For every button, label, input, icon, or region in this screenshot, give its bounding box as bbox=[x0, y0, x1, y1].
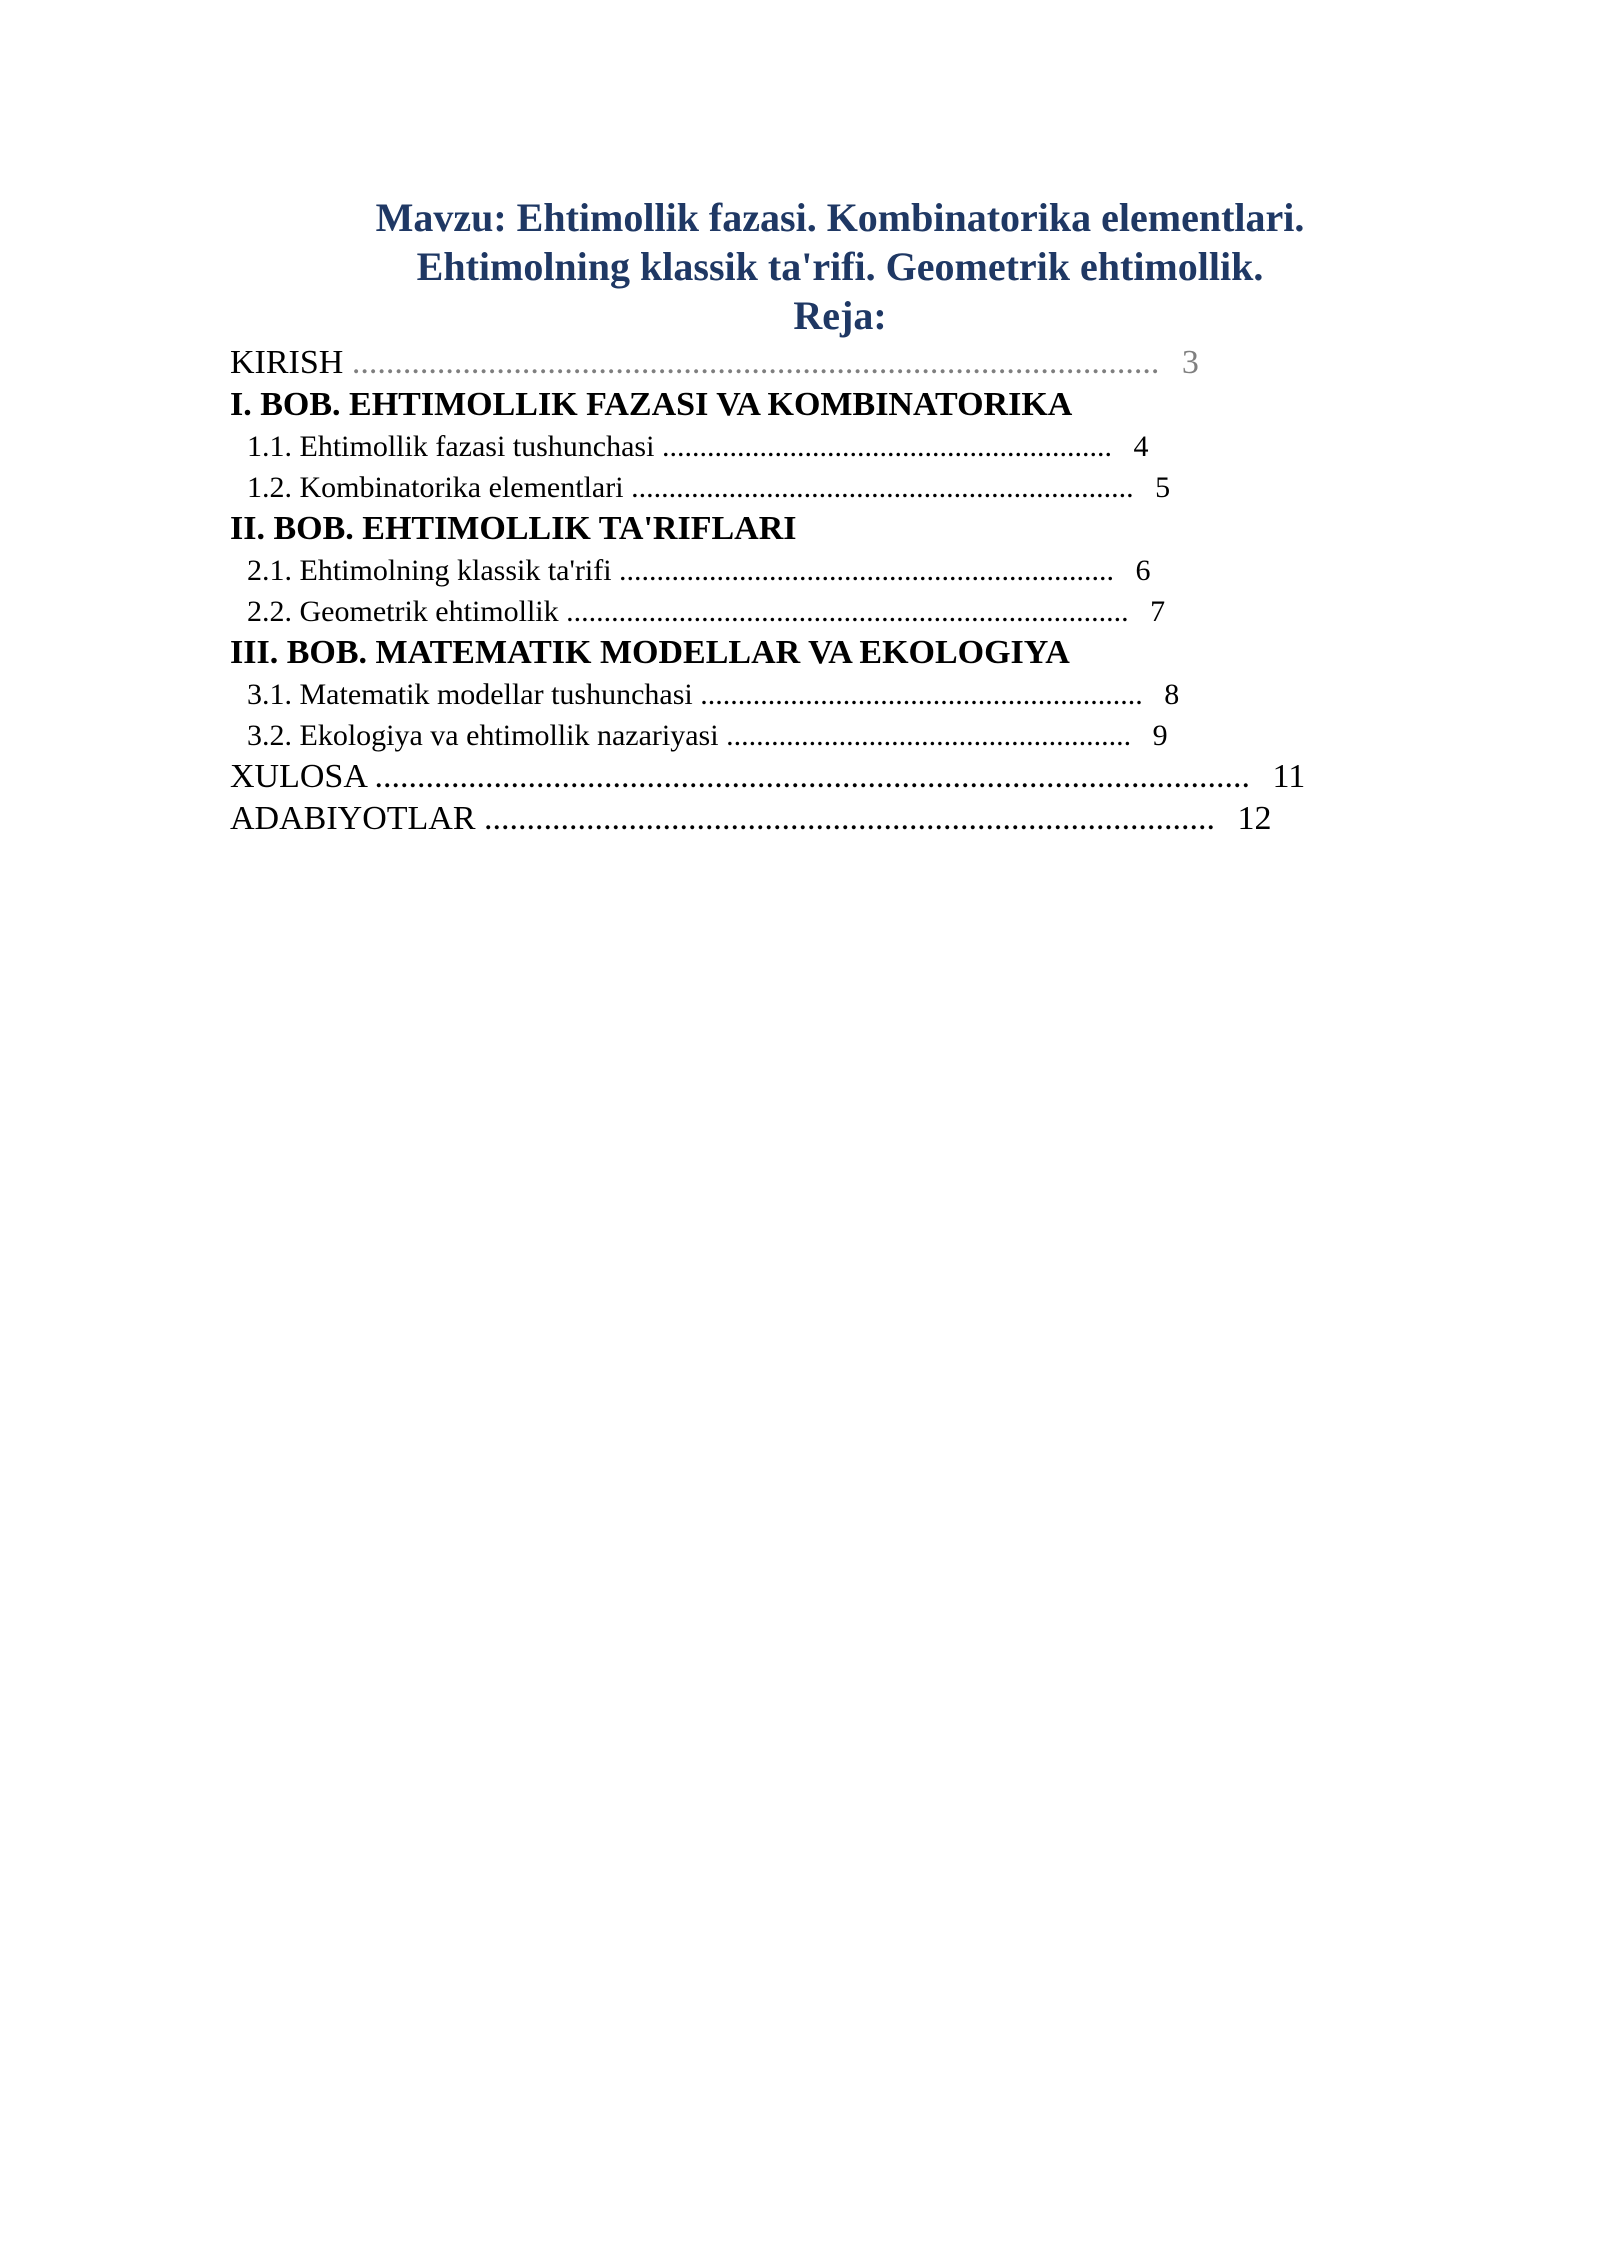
toc-entry-2-1 bbox=[230, 550, 1530, 591]
toc-label: 3.2. Ekologiya va ehtimollik nazariyasi bbox=[247, 719, 719, 752]
toc-page-number: 8 bbox=[1164, 678, 1180, 711]
toc-chapter-1 bbox=[230, 384, 1530, 426]
toc-chapter-3 bbox=[230, 632, 1530, 674]
toc-chapter-label: I. BOB. EHTIMOLLIK FAZASI VA KOMBINATORIKA bbox=[230, 386, 1073, 423]
toc-page-number: 6 bbox=[1135, 554, 1151, 587]
toc-leader: ...................................................................................... bbox=[484, 800, 1216, 837]
title-block bbox=[0, 193, 1600, 340]
toc-leader: ...................................................... bbox=[726, 719, 1132, 752]
toc-label: 3.1. Matematik modellar tushunchasi bbox=[247, 678, 693, 711]
toc-page-number: 4 bbox=[1133, 430, 1149, 463]
toc-label: 2.2. Geometrik ehtimollik bbox=[247, 595, 559, 628]
toc-leader: .................................................................. bbox=[619, 554, 1115, 587]
toc-leader: ........................................................................... bbox=[566, 595, 1129, 628]
toc-page-number: 5 bbox=[1155, 471, 1171, 504]
toc-leader: ............................................................................................... bbox=[351, 344, 1160, 381]
plan-heading: Reja: bbox=[793, 293, 887, 338]
table-of-contents bbox=[230, 342, 1530, 840]
toc-entry-1-1 bbox=[230, 426, 1530, 467]
toc-leader: ............................................................ bbox=[661, 430, 1112, 463]
toc-entry-2-2 bbox=[230, 591, 1530, 632]
toc-page-number: 11 bbox=[1272, 758, 1306, 795]
toc-leader: ....................................................................................................... bbox=[374, 758, 1251, 795]
toc-label: ADABIYOTLAR bbox=[230, 800, 476, 837]
toc-label: KIRISH bbox=[230, 344, 344, 381]
title-line-1: Mavzu: Ehtimollik fazasi. Kombinatorika elementlari. bbox=[375, 195, 1305, 240]
toc-entry-3-1 bbox=[230, 674, 1530, 715]
toc-label: 2.1. Ehtimolning klassik ta'rifi bbox=[247, 554, 612, 587]
toc-page-number: 3 bbox=[1181, 344, 1199, 381]
toc-page-number: 9 bbox=[1152, 719, 1168, 752]
toc-label: XULOSA bbox=[230, 758, 367, 795]
toc-leader: ................................................................... bbox=[631, 471, 1134, 504]
title-line-2: Ehtimolning klassik ta'rifi. Geometrik ehtimollik. bbox=[416, 244, 1264, 289]
toc-leader: ........................................................... bbox=[700, 678, 1143, 711]
toc-entry-3-2 bbox=[230, 715, 1530, 756]
toc-entry-kirish bbox=[230, 342, 1530, 384]
toc-chapter-label: III. BOB. MATEMATIK MODELLAR VA EKOLOGIYA bbox=[230, 634, 1070, 671]
toc-label: 1.2. Kombinatorika elementlari bbox=[247, 471, 624, 504]
toc-label: 1.1. Ehtimollik fazasi tushunchasi bbox=[247, 430, 655, 463]
toc-entry-adabiyotlar bbox=[230, 798, 1530, 840]
toc-page-number: 12 bbox=[1237, 800, 1272, 837]
toc-chapter-label: II. BOB. EHTIMOLLIK TA'RIFLARI bbox=[230, 510, 797, 547]
toc-page-number: 7 bbox=[1150, 595, 1166, 628]
toc-entry-1-2 bbox=[230, 467, 1530, 508]
toc-entry-xulosa bbox=[230, 756, 1530, 798]
toc-chapter-2 bbox=[230, 508, 1530, 550]
